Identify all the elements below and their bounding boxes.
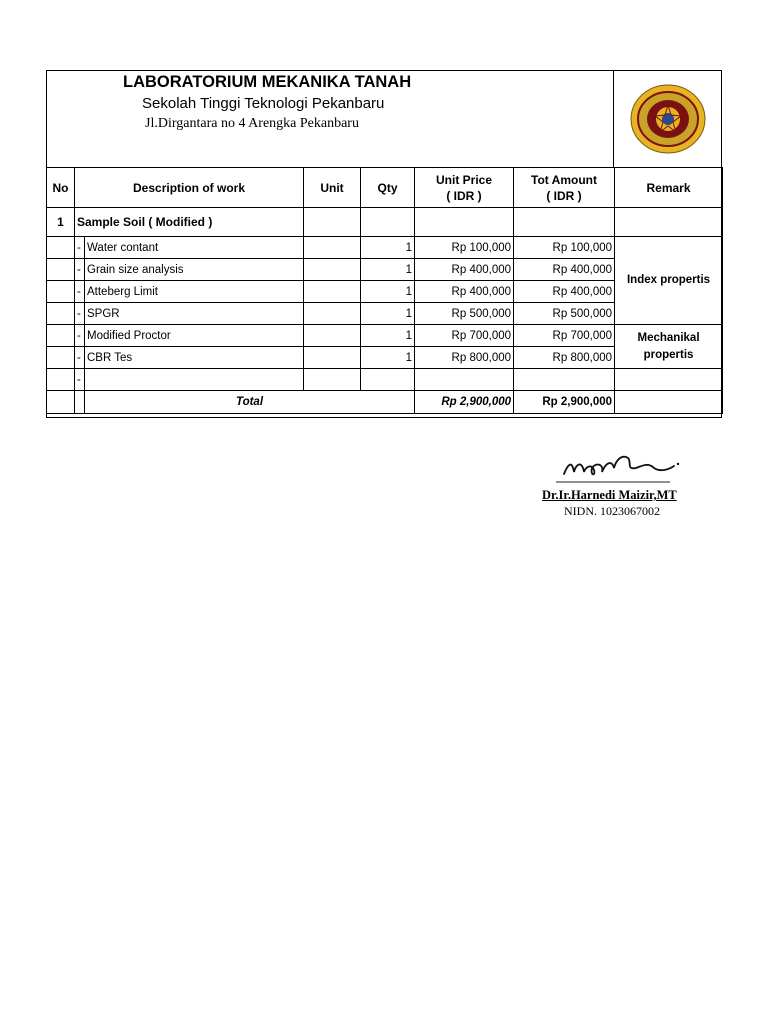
row-unit-price: Rp 700,000 xyxy=(415,325,514,347)
row-amount: Rp 400,000 xyxy=(514,259,615,281)
tot-amount-label: Tot Amount xyxy=(531,172,597,187)
row-unit-price: Rp 400,000 xyxy=(415,281,514,303)
school-name: Sekolah Tinggi Teknologi Pekanbaru xyxy=(142,95,385,112)
logo-cell xyxy=(613,71,722,167)
row-description: Grain size analysis xyxy=(85,259,304,281)
row-dash: - xyxy=(75,281,85,303)
row-qty: 1 xyxy=(361,237,415,259)
row-amount: Rp 500,000 xyxy=(514,303,615,325)
remark-mechanical: Mechanikal propertis xyxy=(615,325,723,369)
signatory-nidn: NIDN. 1023067002 xyxy=(564,504,660,518)
row-amount: Rp 700,000 xyxy=(514,325,615,347)
row-unit xyxy=(304,281,361,303)
row-unit xyxy=(304,347,361,369)
row-unit-price: Rp 500,000 xyxy=(415,303,514,325)
col-description: Description of work xyxy=(75,168,304,208)
col-no: No xyxy=(47,168,75,208)
row-qty: 1 xyxy=(361,325,415,347)
invoice-sheet xyxy=(46,70,722,418)
table-header-row xyxy=(47,168,723,208)
row-description: Atteberg Limit xyxy=(85,281,304,303)
row-amount: Rp 100,000 xyxy=(514,237,615,259)
row-qty: 1 xyxy=(361,259,415,281)
row-unit-price: Rp 400,000 xyxy=(415,259,514,281)
total-label: Total xyxy=(85,391,415,414)
row-unit xyxy=(304,237,361,259)
school-address: Jl.Dirgantara no 4 Arengka Pekanbaru xyxy=(145,116,359,131)
row-unit-price xyxy=(415,369,514,391)
row-dash: - xyxy=(75,325,85,347)
row-description: CBR Tes xyxy=(85,347,304,369)
category-no: 1 xyxy=(47,208,75,237)
table-row xyxy=(47,237,723,259)
row-dash: - xyxy=(75,303,85,325)
col-unit: Unit xyxy=(304,168,361,208)
category-name: Sample Soil ( Modified ) xyxy=(75,208,304,237)
lab-name: LABORATORIUM MEKANIKA TANAH xyxy=(123,73,412,91)
row-dash: - xyxy=(75,347,85,369)
row-qty xyxy=(361,369,415,391)
title-block xyxy=(47,71,613,167)
row-qty: 1 xyxy=(361,347,415,369)
row-description: Water contant xyxy=(85,237,304,259)
total-row xyxy=(47,391,723,414)
row-dash: - xyxy=(75,237,85,259)
row-dash: - xyxy=(75,259,85,281)
row-unit xyxy=(304,369,361,391)
row-qty: 1 xyxy=(361,303,415,325)
row-unit-price: Rp 100,000 xyxy=(415,237,514,259)
col-remark: Remark xyxy=(615,168,723,208)
row-description: Modified Proctor xyxy=(85,325,304,347)
row-unit xyxy=(304,325,361,347)
signatory-name: Dr.Ir.Harnedi Maizir,MT xyxy=(542,488,677,502)
row-unit xyxy=(304,303,361,325)
table-row xyxy=(47,325,723,347)
signature-block xyxy=(540,450,700,520)
stt-pekanbaru-seal-icon xyxy=(629,83,707,155)
tot-amount-currency: ( IDR ) xyxy=(546,188,582,203)
row-amount: Rp 800,000 xyxy=(514,347,615,369)
category-row xyxy=(47,208,723,237)
row-dash: - xyxy=(75,369,85,391)
row-amount xyxy=(514,369,615,391)
row-unit-price: Rp 800,000 xyxy=(415,347,514,369)
col-qty: Qty xyxy=(361,168,415,208)
col-unit-price xyxy=(415,168,514,208)
unit-price-currency: ( IDR ) xyxy=(446,188,482,203)
work-table xyxy=(46,167,723,414)
total-unit-price: Rp 2,900,000 xyxy=(415,391,514,414)
unit-price-label: Unit Price xyxy=(436,172,493,187)
row-qty: 1 xyxy=(361,281,415,303)
row-amount: Rp 400,000 xyxy=(514,281,615,303)
col-tot-amount xyxy=(514,168,615,208)
total-amount: Rp 2,900,000 xyxy=(514,391,615,414)
row-description xyxy=(85,369,304,391)
remark-index: Index propertis xyxy=(615,237,723,325)
row-unit xyxy=(304,259,361,281)
table-row xyxy=(47,369,723,391)
row-description: SPGR xyxy=(85,303,304,325)
handwritten-signature-icon xyxy=(550,450,680,486)
